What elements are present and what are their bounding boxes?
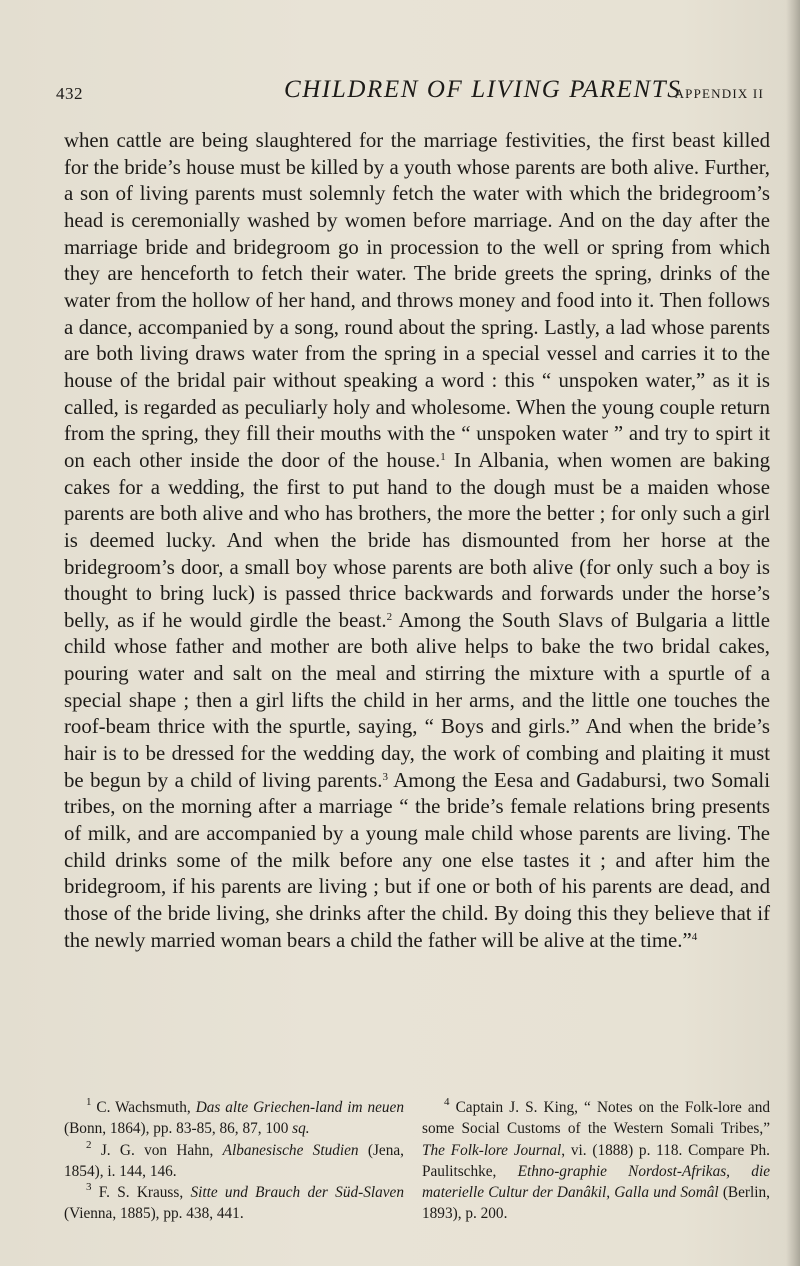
footnote-text: (Berlin, 1893), p. 200. <box>422 1184 770 1223</box>
page-number: 432 <box>56 84 83 103</box>
citation-abbrev: sq. <box>292 1120 310 1138</box>
running-title: CHILDREN OF LIVING PARENTS <box>284 76 682 103</box>
footnote-marker: 1 <box>440 450 446 463</box>
footnote-text: (Jena, 1854), i. 144, 146. <box>64 1141 404 1180</box>
paragraph-segment: In Albania, when women are baking cakes for a wedding, the first to put hand to the dough must be a maiden whose parents are both alive and who has brothers, the more the better ; for only such a girl is deemed lucky. And when the bride has dismounted from her horse at the bridegroom’s door, a small boy whose parents are both alive (for only such a boy is thought to bring luck) is passed thrice backwards and forwards under the horse’s belly, as if he would girdle the beast. <box>64 448 770 632</box>
section-label: APPENDIX II <box>674 86 764 101</box>
page-header <box>56 76 768 110</box>
citation-title: Albanesische Studien <box>222 1141 359 1159</box>
paragraph-segment: Among the South Slavs of Bulgaria a little child whose father and mother are both alive helps to bake the two bridal cakes, pouring water and salt on the meal and stirring the mixture with a spurtle of a special shape ; then a girl lifts the child in her arms, and the little one touches the roof-beam thrice with the spurtle, saying, “ Boys and girls.” And when the bride’s hair is to be dressed for the wedding day, the work of combing and plaiting it must be begun by a child of living parents. <box>64 608 770 792</box>
footnote-text: C. Wachsmuth, <box>91 1099 196 1116</box>
citation-title: Das alte Griechen-land im neuen <box>195 1099 404 1116</box>
footnotes-right-column <box>422 1097 770 1225</box>
footnote-number: 3 <box>86 1181 92 1194</box>
footnote-marker: 4 <box>691 930 698 943</box>
footnote-number: 4 <box>444 1096 450 1108</box>
footnote-text: , vi. (1888) p. 118. Compare Ph. Paulitschke, <box>422 1141 770 1180</box>
footnote-marker: 2 <box>386 610 393 623</box>
footnotes-left-column <box>64 1097 404 1225</box>
footnote-1 <box>64 1097 404 1140</box>
footnote-text: (Vienna, 1885), pp. 438, 441. <box>64 1205 244 1223</box>
main-paragraph <box>64 128 770 954</box>
citation-title: Ethno-graphie Nordost-Afrikas, die materielle Cultur der Danâkil, Galla und Somâl <box>422 1162 770 1202</box>
footnote-4 <box>422 1097 770 1225</box>
footnotes <box>64 1097 770 1225</box>
paragraph-segment: Among the Eesa and Gadabursi, two Somali tribes, on the morning after a marriage “ the bride’s female relations bring presents of milk, and are accompanied by a young male child whose parents are living. The child drinks some of the milk before any one else tastes it ; and after him the bridegroom, if his parents are living ; but if one or both of his parents are dead, and those of the bride living, she drinks after the child. By doing this they believe that if the newly married woman bears a child the father will be alive at the time.” <box>64 768 770 952</box>
citation-title: Sitte und Brauch der Süd-Slaven <box>190 1184 404 1202</box>
footnote-2 <box>64 1140 404 1183</box>
footnote-3 <box>64 1182 404 1225</box>
footnote-marker: 3 <box>382 770 388 783</box>
footnote-text: (Bonn, 1864), pp. 83-85, 86, 87, 100 <box>64 1120 293 1138</box>
footnote-text: F. S. Krauss, <box>91 1184 191 1202</box>
footnote-number: 2 <box>86 1138 92 1151</box>
footnote-number: 1 <box>86 1096 92 1108</box>
paragraph-segment: when cattle are being slaughtered for the marriage festivities, the first beast killed for the bride’s house must be killed by a youth whose parents are both alive. Further, a son of living parents must solemnly fetch the water with which the bridegroom’s head is ceremonially washed by women before marriage. And on the day after the marriage bride and bridegroom go in procession to the well or spring from which they are henceforth to fetch their water. The bride greets the spring, drinks of the water from the hollow of her hand, and throws money and food into it. Then follows a dance, accompanied by a song, round about the spring. Lastly, a lad whose parents are both living draws water from the spring in a special vessel and carries it to the house of the bridal pair without speaking a word : this “ unspoken water,” as it is called, is regarded as peculiarly holy and wholesome. When the young couple return from the spring, they fill their mouths with the “ unspoken water ” and try to spirt it on each other inside the door of the house. <box>64 129 770 472</box>
page-edge-shadow <box>786 0 800 1266</box>
footnote-text: J. G. von Hahn, <box>91 1141 223 1159</box>
citation-title: The Folk-lore Journal <box>422 1141 562 1159</box>
footnote-text: Captain J. S. King, “ Notes on the Folk-lore and some Social Customs of the Western Somali Tribes,” <box>422 1099 770 1138</box>
